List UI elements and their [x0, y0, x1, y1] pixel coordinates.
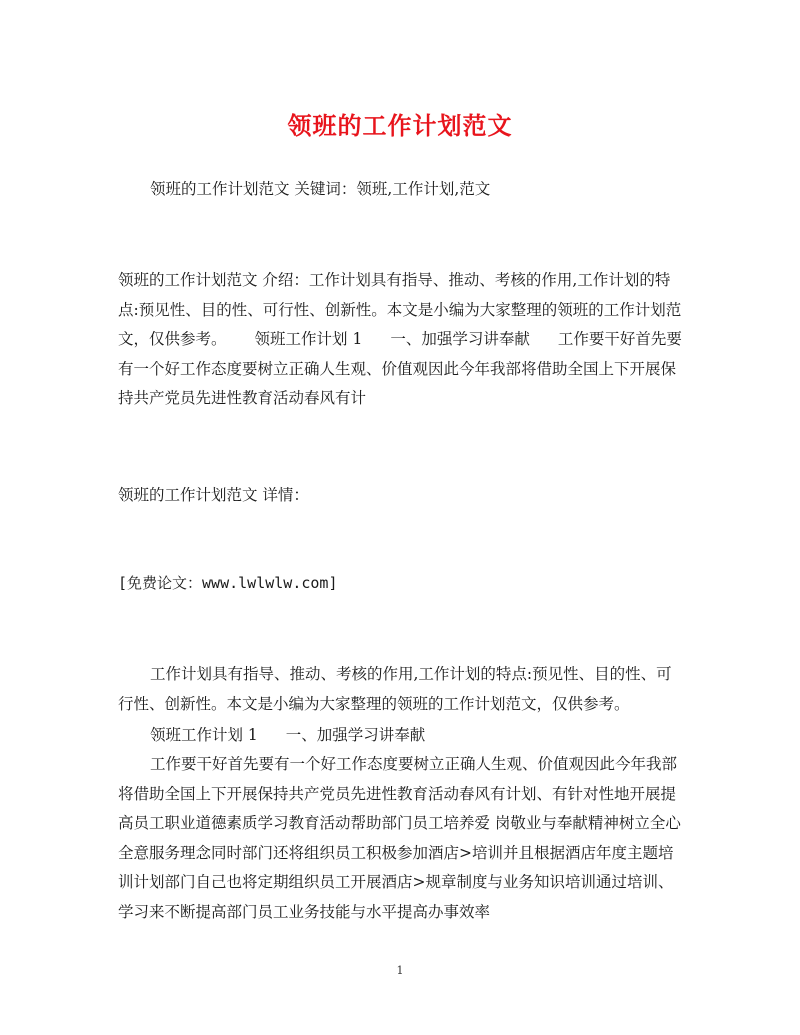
intro-text: 领班的工作计划范文 介绍：工作计划具有指导、推动、考核的作用,工作计划的特点:预见性、目的性、可行性、创新性。本文是小编为大家整理的领班的工作计划范文，仅供参考。 [118, 271, 682, 348]
keywords-line: 领班的工作计划范文 关键词：领班,工作计划,范文 [150, 180, 491, 198]
body-plan-label: 领班工作计划 1 [150, 726, 258, 744]
body-plan-heading-line [118, 721, 684, 751]
details-label: 领班的工作计划范文 详情： [118, 486, 309, 504]
body-section-heading: 一、加强学习讲奉献 [285, 726, 426, 744]
intro-paragraph [118, 266, 684, 414]
intro-continuation: 工作要干好首先要有一个好工作态度要树立正确人生观、价值观因此今年我部将借助全国上下开展保持共产党员先进性教育活动春风有计 [118, 330, 682, 407]
document-title: 领班的工作计划范文 [287, 111, 513, 140]
body-paragraph-2: 工作要干好首先要有一个好工作态度要树立正确人生观、价值观因此今年我部将借助全国上下开展保持共产党员先进性教育活动春风有计划、有针对性地开展提高员工职业道德素质学习教育活动帮助部门员工培养爱 岗敬业与奉献精神树立全心全意服务理念同时部门还将组织员工积极参加酒店>培训并且根据酒店年度主题培训计划部门自己也将定期组织员工开展酒店>规章制度与业务知识培训通过培训、学习来不断提高部门员工业务技能与水平提高办事效率 [118, 755, 681, 921]
free-paper-link: [免费论文：www.lwlwlw.com] [118, 574, 338, 592]
intro-section-heading: 一、加强学习讲奉献 [390, 330, 530, 348]
intro-plan-label: 领班工作计划 1 [254, 330, 363, 348]
page-number: 1 [396, 964, 404, 977]
body-paragraph-1: 工作计划具有指导、推动、考核的作用,工作计划的特点:预见性、目的性、可行性、创新性。本文是小编为大家整理的领班的工作计划范文，仅供参考。 [118, 665, 672, 713]
